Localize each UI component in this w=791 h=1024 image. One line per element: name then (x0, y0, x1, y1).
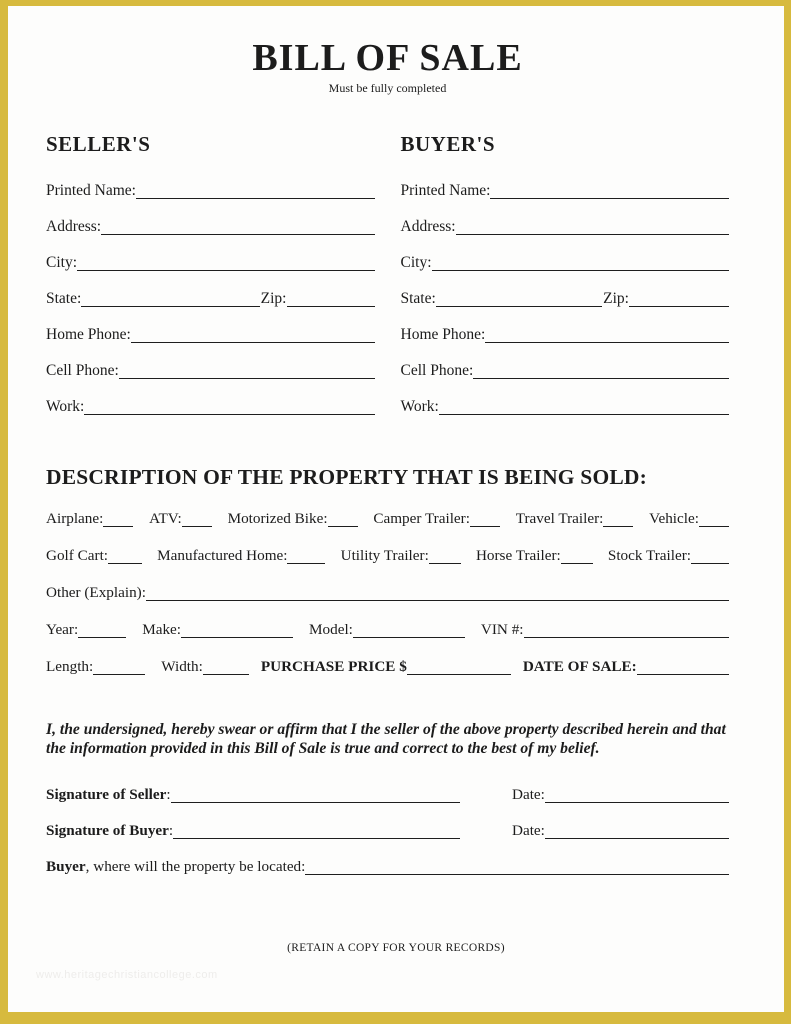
buyer-date-group (512, 822, 729, 839)
seller-cell-phone-label: Cell Phone: (46, 362, 119, 379)
camper-trailer-label: Camper Trailer: (373, 510, 470, 527)
buyer-column (401, 132, 730, 415)
golf-cart-item (46, 547, 142, 564)
buyer-signature-group (46, 822, 460, 839)
seller-home-phone-blank (131, 338, 375, 343)
paper-sheet (8, 6, 784, 1012)
year-label: Year: (46, 621, 79, 638)
retain-copy-note: (RETAIN A COPY FOR YOUR RECORDS) (287, 942, 505, 954)
purchase-price-blank (407, 670, 511, 675)
date-of-sale-blank (637, 670, 729, 675)
utility-trailer-item (341, 547, 461, 564)
price-date-row (46, 658, 729, 675)
buyer-state-blank (436, 302, 602, 307)
seller-cell-phone-blank (119, 374, 375, 379)
camper-trailer-blank (470, 522, 500, 527)
buyer-city-blank (432, 266, 729, 271)
buyer-work-row (401, 398, 730, 415)
travel-trailer-blank (603, 522, 633, 527)
seller-address-row (46, 218, 375, 235)
buyer-home-phone-blank (485, 338, 729, 343)
buyer-home-phone-label: Home Phone: (400, 326, 486, 343)
form-content (8, 6, 784, 1012)
golf-cart-blank (108, 559, 142, 564)
buyer-state-zip-row (401, 290, 730, 307)
vehicle-item (649, 510, 729, 527)
buyer-zip-blank (629, 302, 729, 307)
seller-signature-colon: : (166, 786, 171, 803)
seller-city-row (46, 254, 375, 271)
length-label: Length: (46, 658, 94, 675)
airplane-item (46, 510, 133, 527)
buyer-printed-name-label: Printed Name: (400, 182, 491, 199)
year-item (46, 621, 126, 638)
horse-trailer-blank (561, 559, 593, 564)
seller-address-label: Address: (46, 218, 102, 235)
model-item (309, 621, 465, 638)
buyer-signature-blank (173, 834, 460, 839)
model-blank (353, 633, 465, 638)
year-blank (78, 633, 126, 638)
length-blank (93, 670, 145, 675)
document-subtitle: Must be fully completed (328, 81, 447, 95)
vehicle-label: Vehicle: (649, 510, 699, 527)
property-location-row (46, 858, 729, 875)
seller-date-label: Date: (512, 786, 545, 803)
seller-printed-name-blank (136, 194, 375, 199)
buyer-cell-phone-label: Cell Phone: (400, 362, 474, 379)
vehicle-blank (699, 522, 729, 527)
buyer-address-row (401, 218, 730, 235)
seller-cell-phone-row (46, 362, 375, 379)
make-item (142, 621, 293, 638)
motorized-bike-blank (328, 522, 358, 527)
date-of-sale-label: DATE OF SALE: (522, 658, 637, 675)
seller-zip-label: Zip: (260, 290, 287, 307)
seller-home-phone-label: Home Phone: (46, 326, 131, 343)
seller-state-blank (81, 302, 259, 307)
seller-city-blank (77, 266, 374, 271)
purchase-price-label: PURCHASE PRICE $ (260, 658, 407, 675)
other-explain-label: Other (Explain): (46, 584, 146, 601)
buyer-date-blank (545, 834, 729, 839)
atv-item (149, 510, 212, 527)
vehicle-details-row (46, 621, 729, 638)
document-title: BILL OF SALE (252, 37, 523, 79)
buyer-city-row (401, 254, 730, 271)
buyer-date-label: Date: (512, 822, 545, 839)
other-explain-row (46, 584, 729, 601)
airplane-blank (103, 522, 133, 527)
seller-printed-name-label: Printed Name: (46, 182, 136, 199)
watermark-url: www.heritagechristiancollege.com (36, 969, 218, 981)
stock-trailer-blank (691, 559, 729, 564)
seller-date-group (512, 786, 729, 803)
buyer-cell-phone-row (401, 362, 730, 379)
utility-trailer-label: Utility Trailer: (340, 547, 429, 564)
horse-trailer-label: Horse Trailer: (475, 547, 561, 564)
travel-trailer-item (516, 510, 634, 527)
seller-work-label: Work: (46, 398, 85, 415)
width-label: Width: (161, 658, 203, 675)
airplane-label: Airplane: (46, 510, 104, 527)
buyer-city-label: City: (400, 254, 432, 271)
buyer-printed-name-row (401, 182, 730, 199)
affirmation-statement: I, the undersigned, hereby swear or affirm that I the seller of the above property described herein and that the information provided in this Bill of Sale is true and correct to the best of my belief. (46, 721, 726, 757)
buyer-state-label: State: (400, 290, 436, 307)
property-location-label: , where will the property be located: (85, 858, 306, 875)
parties-section (46, 132, 729, 415)
seller-heading: SELLER'S (46, 132, 151, 156)
atv-label: ATV: (149, 510, 182, 527)
seller-address-blank (101, 230, 374, 235)
date-of-sale-item (523, 658, 729, 675)
seller-work-row (46, 398, 375, 415)
vin-blank (524, 633, 729, 638)
signature-section (46, 786, 729, 875)
buyer-address-blank (456, 230, 729, 235)
manufactured-home-blank (287, 559, 325, 564)
seller-signature-row (46, 786, 729, 803)
stock-trailer-item (608, 547, 729, 564)
horse-trailer-item (476, 547, 593, 564)
property-type-row-2 (46, 547, 729, 564)
seller-state-zip-row (46, 290, 375, 307)
property-type-row-1 (46, 510, 729, 527)
seller-signature-label: Signature of Seller (46, 786, 167, 803)
buyer-printed-name-blank (490, 194, 729, 199)
model-label: Model: (309, 621, 353, 638)
seller-signature-blank (171, 798, 460, 803)
make-blank (181, 633, 293, 638)
buyer-signature-colon: : (168, 822, 174, 839)
property-location-lead: Buyer (46, 858, 86, 875)
vin-label: VIN #: (480, 621, 524, 638)
vin-item (481, 621, 729, 638)
atv-blank (182, 522, 212, 527)
purchase-price-item (261, 658, 511, 675)
seller-column (46, 132, 375, 415)
seller-signature-group (46, 786, 460, 803)
motorized-bike-item (228, 510, 358, 527)
buyer-work-label: Work: (400, 398, 439, 415)
buyer-work-blank (439, 410, 729, 415)
buyer-address-label: Address: (400, 218, 456, 235)
seller-zip-blank (287, 302, 375, 307)
buyer-zip-label: Zip: (603, 290, 629, 307)
other-explain-blank (146, 596, 729, 601)
width-blank (203, 670, 249, 675)
manufactured-home-item (157, 547, 325, 564)
travel-trailer-label: Travel Trailer: (515, 510, 604, 527)
golf-cart-label: Golf Cart: (46, 547, 109, 564)
stock-trailer-label: Stock Trailer: (607, 547, 691, 564)
buyer-home-phone-row (401, 326, 730, 343)
buyer-signature-label: Signature of Buyer (46, 822, 169, 839)
buyer-cell-phone-blank (473, 374, 729, 379)
seller-date-blank (545, 798, 729, 803)
seller-home-phone-row (46, 326, 375, 343)
motorized-bike-label: Motorized Bike: (227, 510, 328, 527)
make-label: Make: (142, 621, 182, 638)
camper-trailer-item (373, 510, 500, 527)
seller-work-blank (84, 410, 374, 415)
manufactured-home-label: Manufactured Home: (157, 547, 288, 564)
length-item (46, 658, 145, 675)
width-item (161, 658, 249, 675)
property-section-heading: DESCRIPTION OF THE PROPERTY THAT IS BEING SOLD: (46, 465, 648, 489)
utility-trailer-blank (429, 559, 461, 564)
seller-city-label: City: (46, 254, 78, 271)
buyer-heading: BUYER'S (400, 132, 496, 156)
buyer-signature-row (46, 822, 729, 839)
seller-printed-name-row (46, 182, 375, 199)
seller-state-label: State: (46, 290, 82, 307)
property-location-blank (305, 870, 729, 875)
